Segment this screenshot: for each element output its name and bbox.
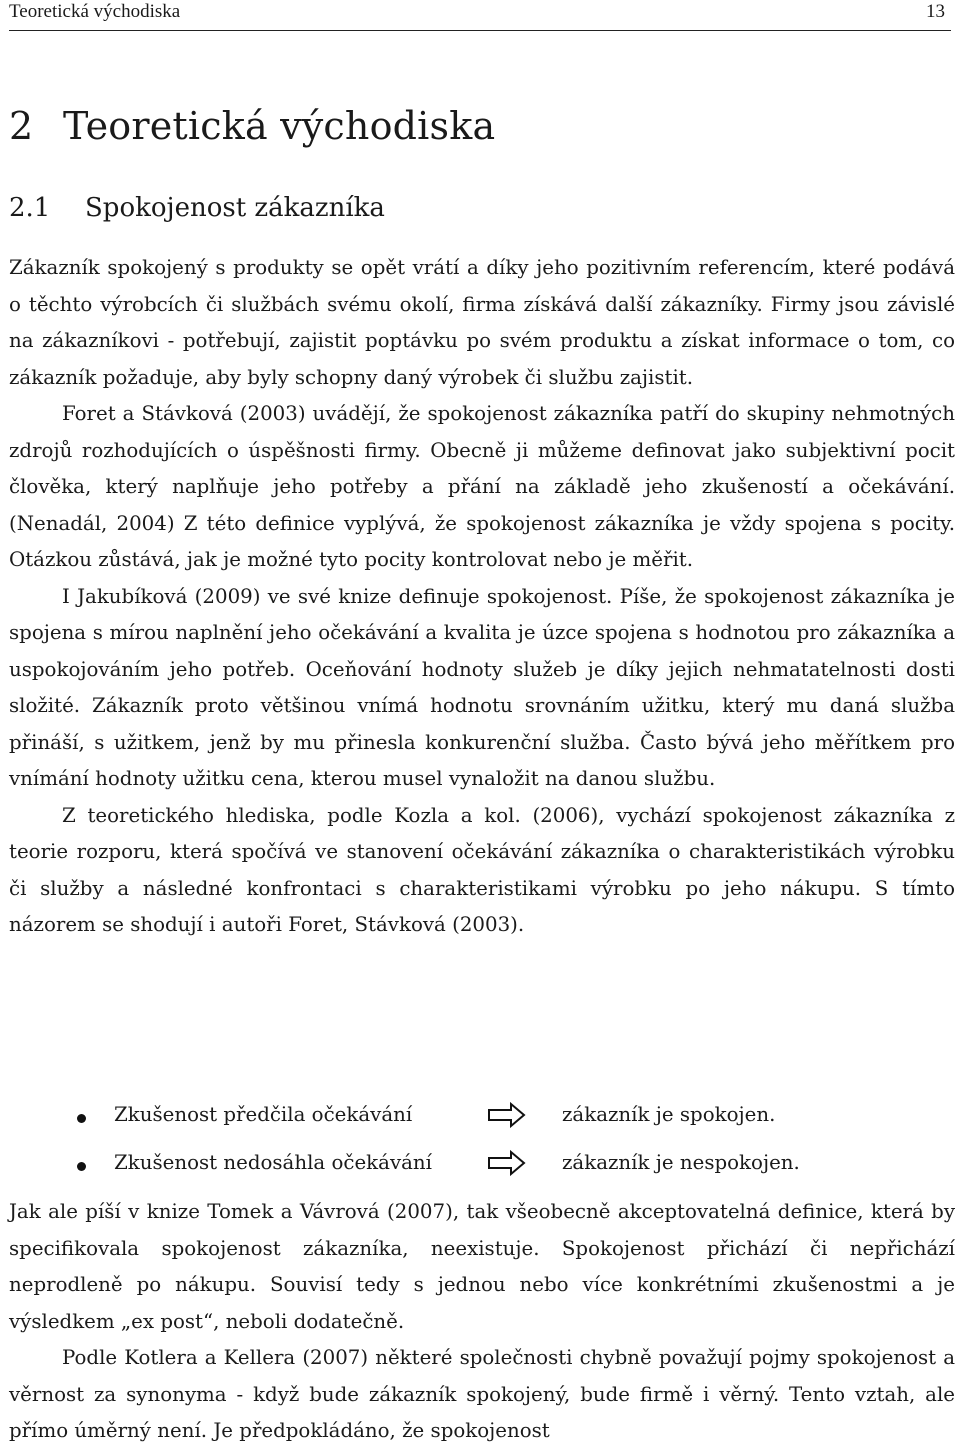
list-item	[9, 1148, 955, 1196]
outlined-right-arrow-icon	[487, 1148, 527, 1178]
chapter-title	[9, 104, 495, 148]
list-item	[9, 1100, 955, 1148]
body-text-upper	[9, 250, 955, 944]
filled-circle-bullet-icon	[77, 1114, 86, 1123]
bullet-condition: Zkušenost nedosáhla očekávání	[114, 1151, 432, 1174]
filled-circle-bullet-icon	[77, 1162, 86, 1171]
body-text-lower	[9, 1194, 955, 1450]
outlined-right-arrow-icon	[487, 1100, 527, 1130]
running-title: Teoretická východiska	[9, 1, 181, 22]
paragraph: Zákazník spokojený s produkty se opět vrátí a díky jeho pozitivním referencím, které podává o těchto výrobcích či službách svému okolí, firma získává další zákazníky. Firmy jsou závislé na zákazníkovi - potřebují, zajistit poptávku po svém produktu a získat informace o tom, co zákazník požaduje, aby byly schopny daný výrobek či službu zajistit.	[9, 256, 955, 389]
paragraph: Podle Kotlera a Kellera (2007) některé společnosti chybně považují pojmy spokojenost a věrnost za synonyma - když bude zákazník spokojený, bude firmě i věrný. Tento vztah, ale přímo úměrný není. Je předpokládáno, že spokojenost	[9, 1346, 955, 1442]
section-title-text: Spokojenost zákazníka	[85, 193, 385, 223]
page-number: 13	[926, 1, 945, 22]
section-number: 2.1	[9, 193, 51, 223]
paragraph: Z teoretického hlediska, podle Kozla a kol. (2006), vychází spokojenost zákazníka z teorie rozporu, která spočívá ve stanovení očekávání zákazníka o charakteristikách výrobku či služby a následné konfrontaci s charakteristikami výrobku po jeho nákupu. S tímto názorem se shodují i autoři Foret, Stávková (2003).	[9, 803, 955, 936]
section-title	[9, 193, 385, 223]
chapter-title-text: Teoretická východiska	[63, 104, 496, 148]
paragraph: Jak ale píší v knize Tomek a Vávrová (2007), tak všeobecně akceptovatelná definice, která by specifikovala spokojenost zákazníka, neexistuje. Spokojenost přichází či nepřichází neprodleně po nákupu. Souvisí tedy s jednou nebo více konkrétními zkušenostmi a je výsledkem „ex post“, neboli dodatečně.	[9, 1200, 955, 1333]
bullet-result: zákazník je nespokojen.	[562, 1151, 800, 1174]
bullet-list	[9, 1100, 955, 1196]
bullet-condition: Zkušenost předčila očekávání	[114, 1103, 413, 1126]
bullet-result: zákazník je spokojen.	[562, 1103, 776, 1126]
paragraph: Foret a Stávková (2003) uvádějí, že spokojenost zákazníka patří do skupiny nehmotných zdrojů rozhodujících o úspěšnosti firmy. Obecně ji můžeme definovat jako subjektivní pocit člověka, který naplňuje jeho potřeby a přání na základě jeho zkušeností a očekávání. (Nenadál, 2004) Z této definice vyplývá, že spokojenost zákazníka je vždy spojena s pocity. Otázkou zůstává, jak je možné tyto pocity kontrolovat nebo je měřit.	[9, 402, 955, 571]
chapter-number: 2	[9, 104, 34, 148]
paragraph: I Jakubíková (2009) ve své knize definuje spokojenost. Píše, že spokojenost zákazníka je spojena s mírou naplnění jeho očekávání a kvalita je úzce spojena s hodnotou pro zákazníka a uspokojováním jeho potřeb. Oceňování hodnoty služeb je díky jejich nehmatatelnosti dosti složité. Zákazník proto většinou vnímá hodnotu srovnáním užitku, který mu daná služba přináší, s užitkem, jenž by mu přinesla konkurenční služba. Často bývá jeho měřítkem pro vnímání hodnoty užitku cena, kterou musel vynaložit na danou službu.	[9, 584, 955, 790]
running-header	[9, 0, 951, 31]
